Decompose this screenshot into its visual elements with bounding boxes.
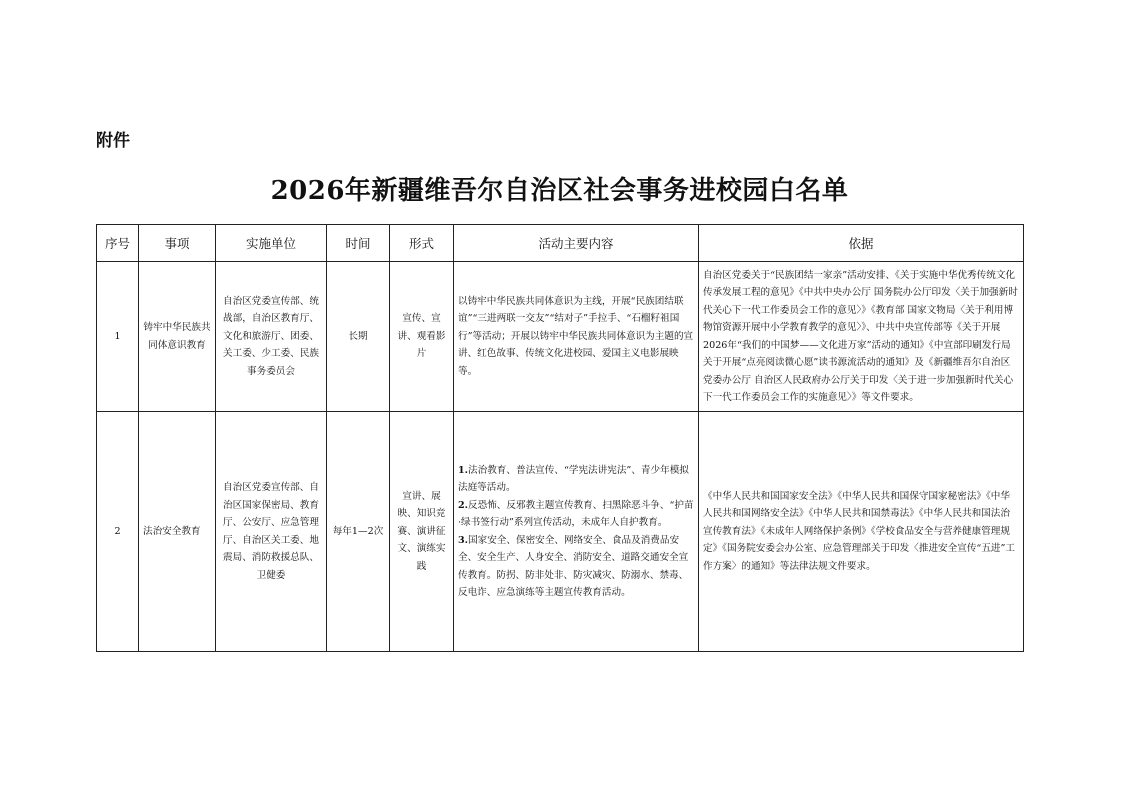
- header-form: 形式: [390, 225, 454, 262]
- header-units: 实施单位: [216, 225, 327, 262]
- row-number: 1: [97, 262, 139, 412]
- row-item: 法治安全教育: [139, 412, 216, 652]
- row-basis: 自治区党委关于“民族团结一家亲”活动安排、《关于实施中华优秀传统文化传承发展工程的意见》《中共中央办公厅 国务院办公厅印发〈关于加强新时代关心下一代工作委员会工作的意见〉》《教育部 国家文物局〈关于利用博物馆资源开展中小学教育教学的意见〉》、中共中央宣传部等《关于开展2026年“我们的中国梦——文化进万家”活动的通知》《中宣部印刷发行局关于开展“点亮阅读微心愿”读书源流活动的通知》及《新疆维吾尔自治区党委办公厅 自治区人民政府办公厅关于印发〈关于进一步加强新时代关心下一代工作委员会工作的实施意见〉》等文件要求。: [699, 262, 1024, 412]
- page-title: 2026年新疆维吾尔自治区社会事务进校园白名单: [270, 176, 849, 206]
- content-item: [458, 497, 694, 532]
- row-form: 宣讲、展映、知识竞赛、演讲征文、演练实践: [390, 412, 454, 652]
- header-content: 活动主要内容: [454, 225, 699, 262]
- content-item-number: 2.: [458, 499, 469, 511]
- row-basis: 《中华人民共和国国家安全法》《中华人民共和国保守国家秘密法》《中华人民共和国网络安全法》《中华人民共和国禁毒法》《中华人民共和国法治宣传教育法》《未成年人网络保护条例》《学校食品安全与营养健康管理规定》《国务院安委会办公室、应急管理部关于印发〈推进安全宣传“五进”工作方案〉的通知》等法律法规文件要求。: [699, 412, 1024, 652]
- row-units: 自治区党委宣传部、统战部，自治区教育厅、文化和旅游厅、团委、关工委、少工委、民族事务委员会: [216, 262, 327, 412]
- content-item-number: 1.: [458, 464, 469, 476]
- header-item: 事项: [139, 225, 216, 262]
- row-time: 长期: [327, 262, 390, 412]
- whitelist-table: [96, 224, 1024, 652]
- content-item-number: 3.: [458, 534, 469, 546]
- content-item: [458, 532, 694, 602]
- row-time: 每年1—2次: [327, 412, 390, 652]
- row-content: 以铸牢中华民族共同体意识为主线，开展“民族团结联谊”“三进两联一交友”“结对子”手拉手、“石榴籽祖国行”等活动；开展以铸牢中华民族共同体意识为主题的宣讲、红色故事、传统文化进校园、爱国主义电影展映等。: [454, 262, 699, 412]
- content-item: [458, 462, 694, 497]
- table-row: [97, 412, 1024, 652]
- header-basis: 依据: [699, 225, 1024, 262]
- row-content: [454, 412, 699, 652]
- attachment-label: 附件: [96, 131, 130, 151]
- row-item: 铸牢中华民族共同体意识教育: [139, 262, 216, 412]
- content-item-text: 法治教育、普法宣传、“学宪法讲宪法”、青少年模拟法庭等活动。: [458, 464, 689, 493]
- content-item-text: 国家安全、保密安全、网络安全、食品及消费品安全、安全生产、人身安全、消防安全、道路交通安全宣传教育。防拐、防非处非、防灾减灾、防溺水、禁毒、反电诈、应急演练等主题宣传教育活动。: [458, 534, 689, 598]
- content-item-text: 反恐怖、反邪教主题宣传教育、扫黑除恶斗争、“护苗·绿书签行动”系列宣传活动，未成年人自护教育。: [458, 499, 694, 528]
- row-units: 自治区党委宣传部、自治区国家保密局、教育厅、公安厅、应急管理厅、自治区关工委、地震局、消防救援总队、卫健委: [216, 412, 327, 652]
- header-time: 时间: [327, 225, 390, 262]
- row-number: 2: [97, 412, 139, 652]
- row-form: 宣传、宣讲、观看影片: [390, 262, 454, 412]
- table-row: [97, 262, 1024, 412]
- header-no: 序号: [97, 225, 139, 262]
- table-header-row: [97, 225, 1024, 262]
